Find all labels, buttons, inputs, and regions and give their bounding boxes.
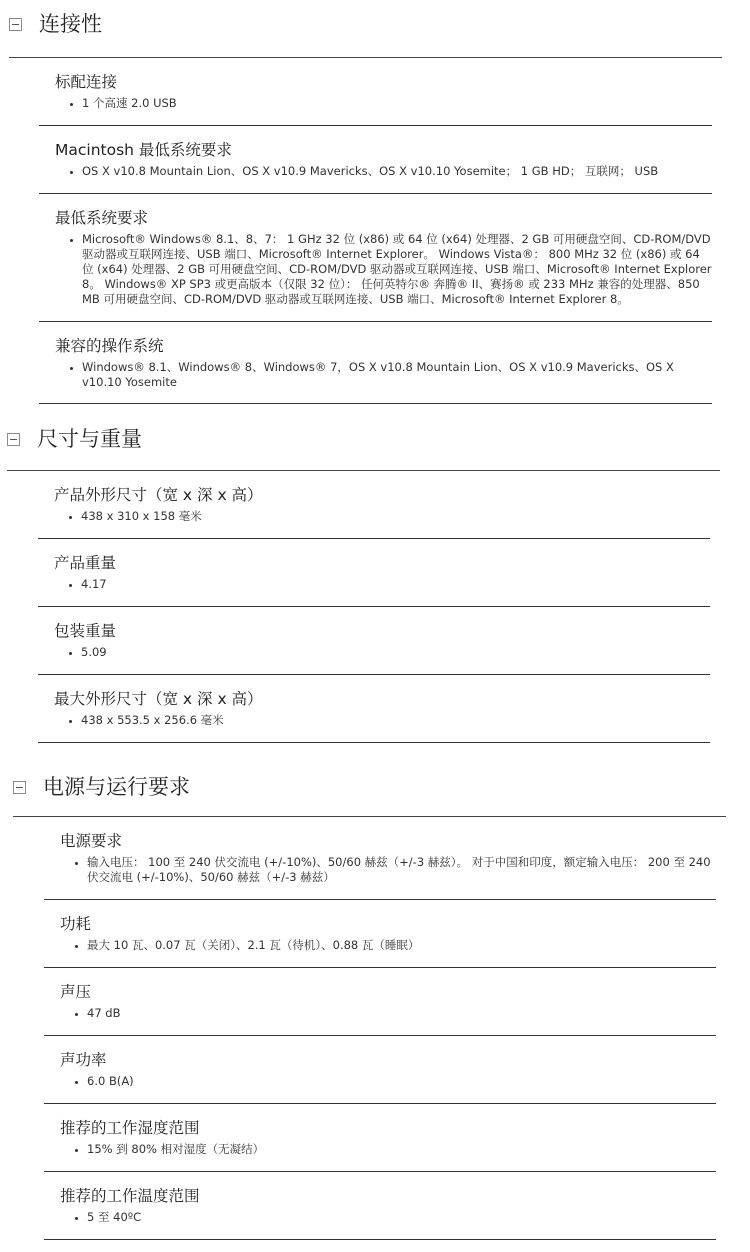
section-power-operating bbox=[0, 745, 750, 1252]
section-title: 连接性 bbox=[39, 12, 102, 36]
spec-list bbox=[44, 817, 716, 1240]
spec-title: 最大外形尺寸（宽 x 深 x 高） bbox=[54, 690, 263, 708]
spec-list bbox=[38, 471, 710, 743]
spec-item bbox=[39, 194, 712, 322]
spec-value: • OS X v10.8 Mountain Lion、OS X v10.9 Mavericks、OS X v10.10 Yosemite； 1 GB HD； 互联网； USB bbox=[82, 164, 712, 179]
spec-item bbox=[44, 1104, 716, 1172]
spec-value: • 1 个高速 2.0 USB bbox=[82, 96, 712, 111]
spec-title: 推荐的工作湿度范围 bbox=[60, 1119, 200, 1137]
spec-value: • 15% 到 80% 相对湿度（无凝结） bbox=[87, 1142, 716, 1157]
spec-item bbox=[38, 539, 710, 607]
spec-item bbox=[38, 471, 710, 539]
spec-item bbox=[39, 126, 712, 194]
collapse-icon[interactable] bbox=[7, 433, 20, 446]
spec-value: • 438 x 553.5 x 256.6 毫米 bbox=[81, 713, 710, 728]
spec-value: • 4.17 bbox=[81, 577, 710, 592]
spec-value: • 输入电压： 100 至 240 伏交流电 (+/-10%)、50/60 赫兹（+/-3 赫兹）。 对于中国和印度，额定输入电压： 200 至 240 伏交流电 (+/-10%)、50/60 赫兹（+/-3 赫兹） bbox=[87, 855, 716, 885]
spec-title: 标配连接 bbox=[55, 73, 118, 91]
spec-item bbox=[44, 1172, 716, 1240]
spec-title: 产品外形尺寸（宽 x 深 x 高） bbox=[54, 486, 263, 504]
spec-title: 产品重量 bbox=[54, 554, 117, 572]
section-header[interactable] bbox=[9, 14, 102, 35]
spec-value: • 5 至 40ºC bbox=[87, 1210, 716, 1225]
spec-item bbox=[38, 675, 710, 743]
section-title: 尺寸与重量 bbox=[37, 427, 142, 451]
spec-title: 兼容的操作系统 bbox=[55, 337, 164, 355]
spec-value: • 5.09 bbox=[81, 645, 710, 660]
spec-item bbox=[44, 1036, 716, 1104]
spec-value: • Windows® 8.1、Windows® 8、Windows® 7，OS X v10.8 Mountain Lion、OS X v10.9 Mavericks、OS X v10.10 Yosemite bbox=[82, 360, 712, 390]
spec-list bbox=[39, 58, 712, 404]
spec-title: 电源要求 bbox=[60, 832, 123, 850]
spec-value: • 6.0 B(A) bbox=[87, 1074, 716, 1089]
collapse-icon[interactable] bbox=[13, 781, 26, 794]
spec-value: • 438 x 310 x 158 毫米 bbox=[81, 509, 710, 524]
spec-item bbox=[39, 58, 712, 126]
spec-item bbox=[38, 607, 710, 675]
spec-value: • 47 dB bbox=[87, 1006, 716, 1021]
spec-value: • Microsoft® Windows® 8.1、8、7： 1 GHz 32 位 (x86) 或 64 位 (x64) 处理器、2 GB 可用硬盘空间、CD-ROM/DVD 驱动器或互联网连接、USB 端口、Microsoft® Internet Explorer。 Windows Vista®： 800 MHz 32 位 (x86) 或 64 位 (x64) 处理器、2 GB 可用硬盘空间、CD-ROM/DVD 驱动器或互联网连接、USB 端口、Microsoft® Internet Explorer 8。 Windows® XP SP3 或更高版本（仅限 32 位）： 任何英特尔® 奔腾® II、赛扬® 或 233 MHz 兼容的处理器、850 MB 可用硬盘空间、CD-ROM/DVD 驱动器或互联网连接、USB 端口、Microsoft® Internet Explorer 8。 bbox=[82, 232, 712, 307]
collapse-icon[interactable] bbox=[9, 18, 22, 31]
section-connectivity bbox=[0, 0, 750, 405]
spec-title: Macintosh 最低系统要求 bbox=[55, 141, 232, 159]
section-header[interactable] bbox=[13, 777, 190, 798]
section-title: 电源与运行要求 bbox=[43, 775, 190, 799]
section-dimensions-weight bbox=[0, 405, 750, 745]
spec-title: 声压 bbox=[60, 983, 92, 1001]
section-header[interactable] bbox=[7, 429, 142, 450]
spec-title: 最低系统要求 bbox=[55, 209, 149, 227]
spec-title: 推荐的工作温度范围 bbox=[60, 1187, 200, 1205]
spec-item bbox=[39, 322, 712, 404]
spec-item bbox=[44, 968, 716, 1036]
spec-item bbox=[44, 817, 716, 900]
spec-title: 声功率 bbox=[60, 1051, 107, 1069]
spec-title: 包装重量 bbox=[54, 622, 117, 640]
spec-value: • 最大 10 瓦、0.07 瓦（关闭）、2.1 瓦（待机）、0.88 瓦（睡眠） bbox=[87, 938, 716, 953]
spec-item bbox=[44, 900, 716, 968]
spec-title: 功耗 bbox=[60, 915, 92, 933]
